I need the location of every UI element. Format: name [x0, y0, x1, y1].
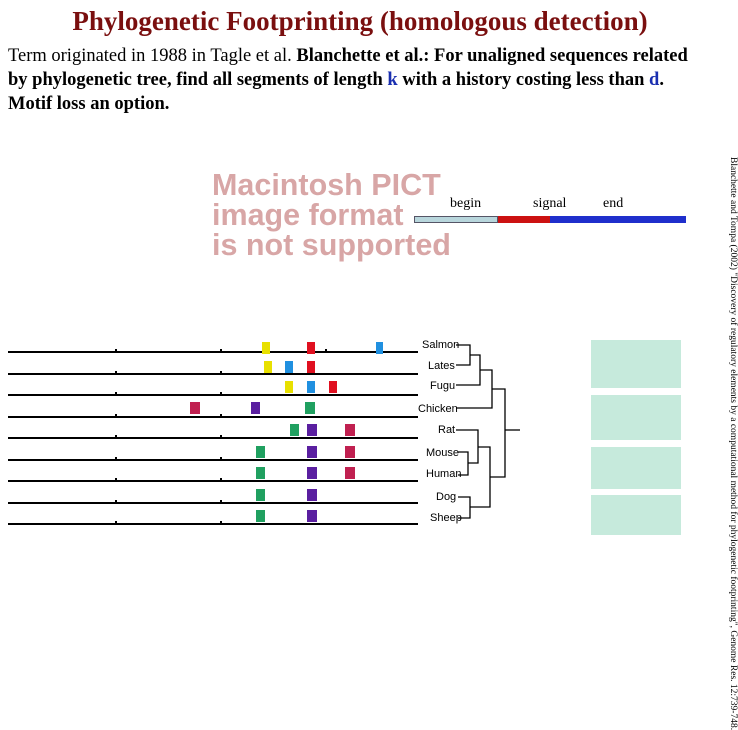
body-main: Blanchette et al.: For unaligned sequences related by phylogenetic tree, find all segments of length — [8, 46, 688, 90]
param-d: d — [649, 70, 660, 90]
pict-line-2: image format — [212, 198, 404, 232]
signal-label: signal — [533, 196, 567, 211]
motif-boxes — [190, 342, 383, 522]
body-main-2: with a history costing less than — [397, 70, 650, 90]
species-label: Mouse — [426, 447, 460, 459]
species-label: Lates — [428, 360, 455, 372]
body-main-3: . Motif loss an option. — [8, 70, 664, 114]
species-label: Dog — [436, 491, 457, 503]
species-label: Fugu — [430, 380, 456, 392]
pict-line-1: Macintosh PICT — [212, 168, 441, 202]
species-label: Rat — [438, 424, 456, 436]
end-label: end — [603, 196, 624, 211]
species-label: Sheep — [430, 512, 462, 524]
motif-listing — [591, 340, 681, 535]
species-label: Salmon — [422, 339, 460, 351]
phylo-tree — [456, 345, 520, 518]
begin-label: begin — [450, 196, 482, 211]
param-k: k — [387, 70, 398, 90]
pict-line-3: is not supported — [212, 228, 451, 262]
species-label: Human — [426, 468, 462, 480]
slide-title: Phylogenetic Footprinting (homologous detection) — [72, 6, 648, 36]
sequence-lines — [8, 352, 418, 524]
citation-vertical: Blanchette and Tompa (2002) "Discovery of regulatory elements by a computational method for phylogenetic footprinting", Genome Res. 12:739-748. — [728, 157, 738, 730]
body-intro: Term originated in 1988 in Tagle et al. — [8, 46, 297, 66]
species-label: Chicken — [418, 403, 458, 415]
